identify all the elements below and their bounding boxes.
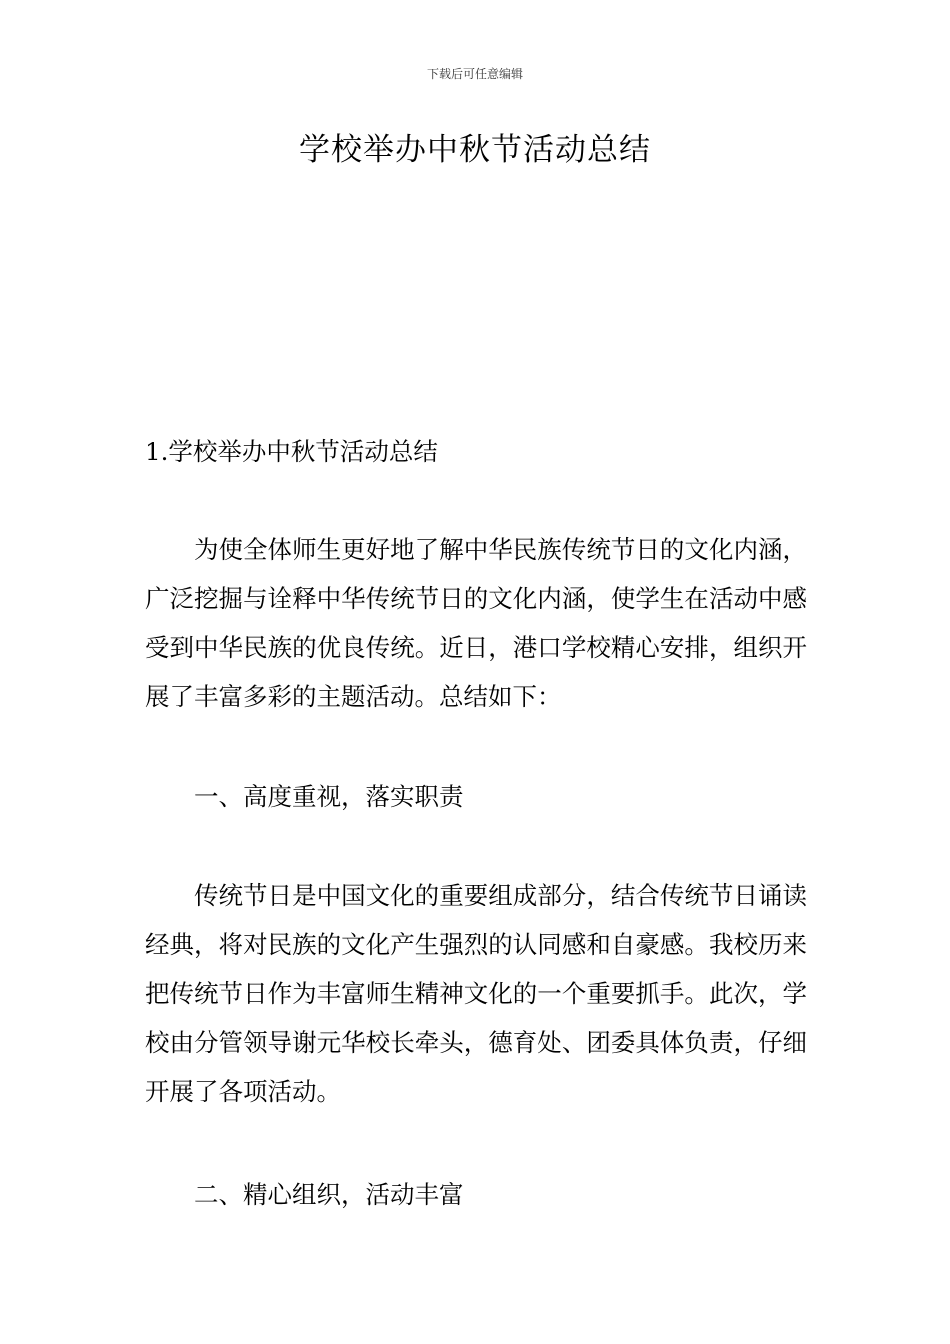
section-title: 1.学校举办中秋节活动总结 xyxy=(145,437,438,466)
heading-second: 二、精心组织，活动丰富 xyxy=(194,1180,464,1209)
paragraph-responsibility: 传统节日是中国文化的重要组成部分，结合传统节日诵读经典，将对民族的文化产生强烈的认同感和自豪感。我校历来把传统节日作为丰富师生精神文化的一个重要抓手。此次，学校由分管领导谢元华校长牵头，德育处、团委具体负责，仔细开展了各项活动。 xyxy=(145,881,807,1106)
heading-first: 一、高度重视，落实职责 xyxy=(194,782,464,811)
paragraph-intro: 为使全体师生更好地了解中华民族传统节日的文化内涵，广泛挖掘与诠释中华传统节日的文化内涵，使学生在活动中感受到中华民族的优良传统。近日，港口学校精心安排，组织开展了丰富多彩的主题活动。总结如下： xyxy=(145,535,807,711)
document-title: 学校举办中秋节活动总结 xyxy=(299,132,651,168)
header-note: 下载后可任意编辑 xyxy=(426,67,523,81)
